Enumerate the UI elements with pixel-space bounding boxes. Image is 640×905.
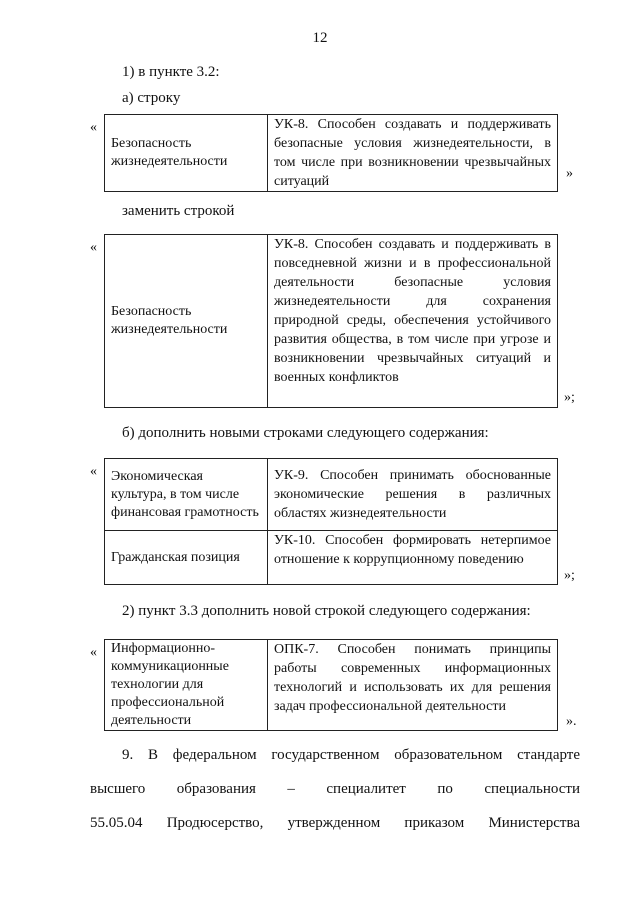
item-2-heading: 2) пункт 3.3 дополнить новой строкой следующего содержания: (122, 603, 531, 619)
page-number: 12 (312, 30, 328, 46)
quote-open-4: « (90, 645, 97, 660)
table-4-right-cell: ОПК-7. Способен понимать принципы работы современных информационных технологий и использовать их для решения задач профессиональной деятельности (268, 640, 558, 731)
table-2-left-cell: Безопасность жизнедеятельности (105, 235, 268, 408)
item-b-heading: б) дополнить новыми строками следующего содержания: (122, 425, 489, 441)
item-1-heading: 1) в пункте 3.2: (122, 64, 220, 80)
table-3-row-1-right-cell: УК-9. Способен принимать обоснованные экономические решения в различных областях жизнедеятельности (268, 459, 558, 531)
quote-open-2: « (90, 240, 97, 255)
table-1-right-cell: УК-8. Способен создавать и поддерживать безопасные условия жизнедеятельности, в том числе при возникновении чрезвычайных ситуаций (268, 115, 558, 192)
replace-with-label: заменить строкой (122, 203, 235, 219)
item-a-heading: а) строку (122, 90, 181, 106)
table-1-left-cell: Безопасность жизнедеятельности (105, 115, 268, 192)
table-1 (104, 114, 558, 192)
table-3 (104, 458, 558, 585)
quote-open-3: « (90, 464, 97, 479)
table-row (105, 531, 558, 585)
paragraph-9 (90, 738, 580, 840)
paragraph-9-line-3: 55.05.04 Продюсерство, утвержденном приказом Министерства (90, 815, 580, 831)
table-3-row-1-left-cell: Экономическая культура, в том числе финансовая грамотность (105, 459, 268, 531)
quote-open-1: « (90, 120, 97, 135)
table-row (105, 235, 558, 408)
table-row (105, 640, 558, 731)
paragraph-9-line-2: высшего образования – специалитет по специальности (90, 781, 580, 797)
table-row (105, 115, 558, 192)
table-3-row-2-right-cell: УК-10. Способен формировать нетерпимое отношение к коррупционному поведению (268, 531, 558, 585)
table-3-row-2-left-cell: Гражданская позиция (105, 531, 268, 585)
quote-close-4: ». (566, 714, 577, 729)
table-row (105, 459, 558, 531)
quote-close-1: » (566, 166, 573, 181)
table-4 (104, 639, 558, 731)
paragraph-9-line-1: 9. В федеральном государственном образовательном стандарте (122, 747, 580, 763)
quote-close-3: »; (564, 568, 575, 583)
table-2 (104, 234, 558, 408)
quote-close-2: »; (564, 390, 575, 405)
table-2-right-cell: УК-8. Способен создавать и поддерживать в повседневной жизни и в профессиональной деятельности безопасные условия жизнедеятельности для сохранения природной среды, обеспечения устойчивого развития общества, в том числе при угрозе и возникновении чрезвычайных ситуаций и военных конфликтов (268, 235, 558, 408)
table-4-left-cell: Информационно-коммуникационные технологии для профессиональной деятельности (105, 640, 268, 731)
